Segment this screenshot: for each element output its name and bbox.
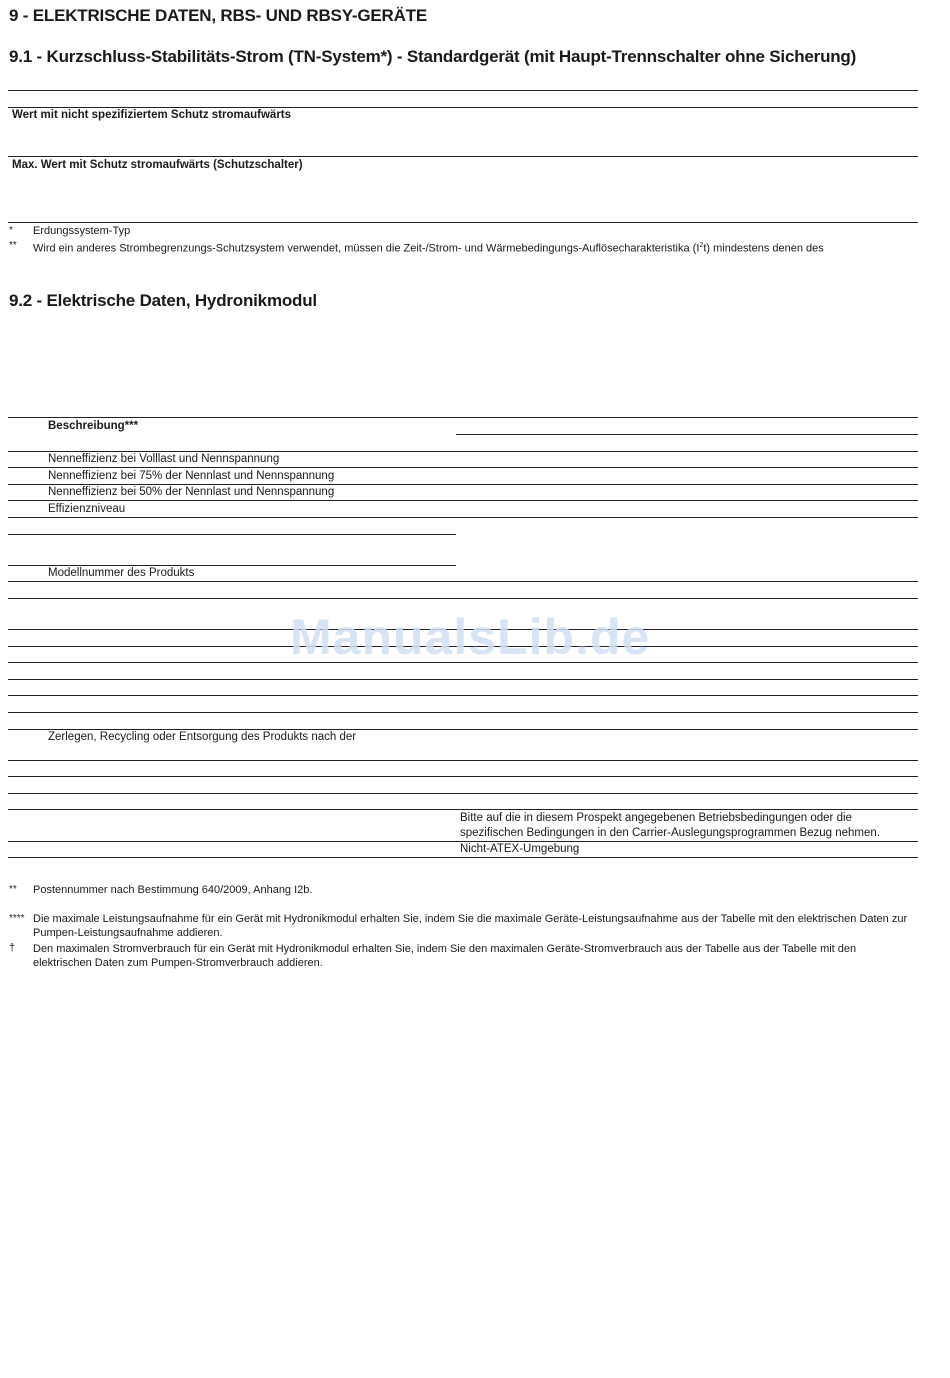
table-rule xyxy=(8,712,918,713)
table-rule xyxy=(8,793,918,794)
table-rule xyxy=(8,417,918,418)
table-rule xyxy=(8,760,918,761)
table-rule xyxy=(8,467,918,468)
table-rule xyxy=(8,107,918,108)
footnote-mark: **** xyxy=(9,913,25,924)
footnote-text: Den maximalen Stromverbrauch für ein Gerät mit Hydronikmodul erhalten Sie, indem Sie den maximalen Geräte-Stromverbrauch aus der Tabelle aus der Tabelle mit den elektrischen Daten zum Pumpen-Stromverbrauch addieren. xyxy=(33,943,857,969)
table-cell-line: spezifischen Bedingungen in den Carrier-Auslegungsprogrammen Bezug nehmen. xyxy=(460,827,881,839)
footnote-mark: * xyxy=(9,225,13,236)
table-header-label: Beschreibung*** xyxy=(48,420,139,432)
table-rule xyxy=(8,809,918,810)
table-rule xyxy=(8,156,918,157)
table-rule xyxy=(8,534,456,535)
table-rule xyxy=(8,565,456,566)
table-rule xyxy=(8,679,918,680)
watermark: ManualsLib.de xyxy=(290,609,651,665)
page-heading: 9 - ELEKTRISCHE DATEN, RBS- UND RBSY-GERÄTE xyxy=(9,6,428,25)
section-9-2-title: 9.2 - Elektrische Daten, Hydronikmodul xyxy=(9,291,317,310)
table-cell-line: Bitte auf die in diesem Prospekt angegebenen Betriebsbedingungen oder die xyxy=(460,812,852,824)
table-rule xyxy=(8,695,918,696)
table-row-label: Zerlegen, Recycling oder Entsorgung des Produkts nach der xyxy=(48,731,357,743)
table-rule xyxy=(8,90,918,91)
table-rule xyxy=(456,434,918,435)
footnote-text: Erdungssystem-Typ xyxy=(33,225,131,237)
table-rule xyxy=(8,451,918,452)
table-row-label: Max. Wert mit Schutz stromaufwärts (Schutzschalter) xyxy=(12,159,303,171)
table-row-label: Nenneffizienz bei 75% der Nennlast und Nennspannung xyxy=(48,470,335,482)
table-row-label: Nenneffizienz bei Volllast und Nennspannung xyxy=(48,453,280,465)
footnote-mark: † xyxy=(9,942,16,954)
table-rule xyxy=(8,776,918,777)
table-rule xyxy=(8,500,918,501)
table-cell-text xyxy=(460,811,915,841)
footnote-text-part: t) mindestens denen des xyxy=(703,242,824,255)
footnote-text: Postennummer nach Bestimmung 640/2009, Anhang I2b. xyxy=(33,884,313,896)
superscript: 2 xyxy=(699,242,704,249)
table-rule xyxy=(8,598,918,599)
table-row-label: Modellnummer des Produkts xyxy=(48,567,195,579)
footnote-text: Die maximale Leistungsaufnahme für ein Gerät mit Hydronikmodul erhalten Sie, indem Sie die maximale Geräte-Leistungsaufnahme aus der Tabelle mit den elektrischen Daten zur Pumpen-Leistungsaufnahme addieren. xyxy=(33,913,908,939)
table-rule xyxy=(8,222,918,223)
table-cell-text: Nicht-ATEX-Umgebung xyxy=(460,843,580,855)
table-row-label: Wert mit nicht spezifiziertem Schutz stromaufwärts xyxy=(12,109,292,121)
footnote-text-part: Wird ein anderes Strombegrenzungs-Schutzsystem verwendet, müssen die Zeit-/Strom- und Wärmebedingungs-Auflösecharakteristika (I xyxy=(33,242,700,255)
table-rule xyxy=(8,581,918,582)
table-row-label: Nenneffizienz bei 50% der Nennlast und Nennspannung xyxy=(48,486,335,498)
table-row-label: Effizienzniveau xyxy=(48,503,126,515)
table-rule xyxy=(8,857,918,858)
footnote-mark: ** xyxy=(9,240,17,251)
section-9-1-title: 9.1 - Kurzschluss-Stabilitäts-Strom (TN-System*) - Standardgerät (mit Haupt-Trennschalter ohne Sicherung) xyxy=(9,47,857,66)
table-rule xyxy=(8,517,918,518)
footnote-text xyxy=(33,239,913,256)
table-rule xyxy=(8,729,918,730)
table-rule xyxy=(8,484,918,485)
footnote-mark: ** xyxy=(9,884,17,895)
